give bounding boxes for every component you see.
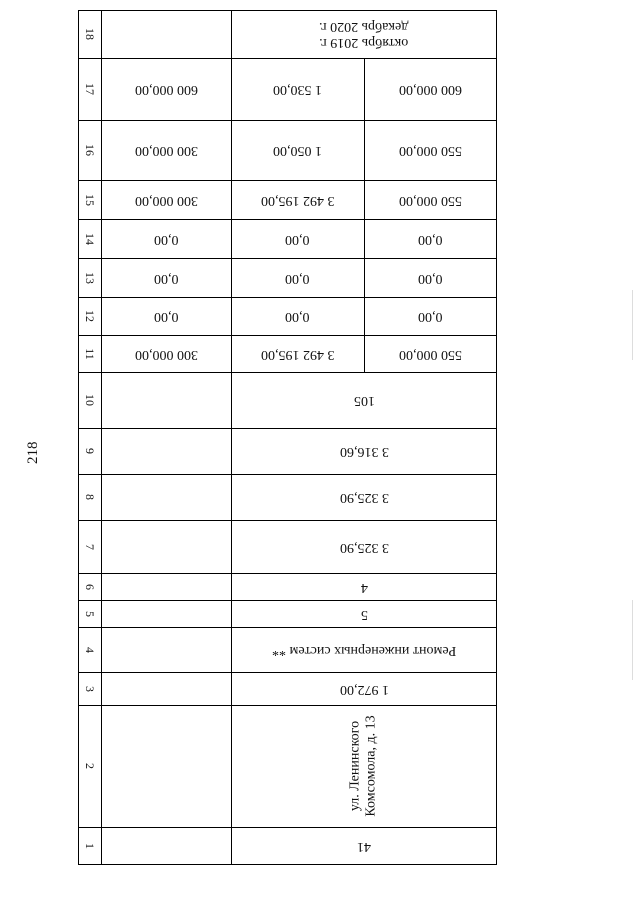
- column-number-1-text: 1: [82, 843, 97, 849]
- column-number-8: [78, 474, 101, 520]
- cell-row3-col14: [364, 219, 497, 258]
- cell-row3-col12-text: 0,00: [418, 309, 443, 324]
- cell-no: [231, 827, 497, 865]
- cell-row3-col15-text: 550 000,00: [399, 192, 462, 208]
- column-number-8-text: 8: [82, 494, 97, 500]
- cell-col10-text: 105: [353, 393, 375, 408]
- cell-row1-col14: [101, 219, 231, 258]
- page-number: 218: [25, 441, 41, 464]
- cell-row2-col17: [231, 58, 364, 120]
- column-number-14-text: 14: [82, 232, 97, 245]
- cell-row1-col16: [101, 120, 231, 180]
- cell-col9: [231, 428, 497, 474]
- cell-row2-col12-text: 0,00: [285, 309, 310, 324]
- column-number-9-text: 9: [82, 448, 97, 454]
- cell-row2-col13-text: 0,00: [285, 270, 310, 286]
- cell-work_type: [231, 627, 497, 672]
- column-number-1: [78, 827, 101, 865]
- cell-no-text: 41: [357, 839, 371, 854]
- cell-schedule: [231, 10, 497, 58]
- scan-artifact: [632, 290, 633, 360]
- column-number-6-text: 6: [82, 583, 97, 590]
- cell-row3-col17-text: 600 000,00: [399, 82, 462, 97]
- column-number-4: [78, 627, 101, 672]
- cell-row1-col15-text: 300 000,00: [134, 192, 198, 208]
- column-number-3-text: 3: [82, 685, 97, 692]
- cell-row1-col17-text: 600 000,00: [134, 82, 198, 97]
- cell-row3-col15: [364, 180, 497, 219]
- cell-row3-col16: [364, 120, 497, 180]
- cell-row1-col15: [101, 180, 231, 219]
- column-number-7-text: 7: [82, 543, 97, 550]
- cell-row1-col16-text: 300 000,00: [134, 143, 198, 158]
- column-number-10: [78, 372, 101, 428]
- column-number-3: [78, 672, 101, 705]
- cell-row2-col14: [231, 219, 364, 258]
- column-number-9: [78, 428, 101, 474]
- column-number-13-text: 13: [82, 271, 97, 284]
- cell-row2-col11: [231, 335, 364, 372]
- cell-row1-col17: [101, 58, 231, 120]
- column-number-16: [78, 120, 101, 180]
- scan-artifact: [632, 600, 633, 680]
- cell-area_1-text: 1 972,00: [339, 681, 389, 697]
- column-number-17: [78, 58, 101, 120]
- cell-col10: [231, 372, 497, 428]
- cell-row1-col12: [101, 297, 231, 335]
- column-number-4-text: 4: [82, 646, 97, 653]
- cell-col7-text: 3 325,90: [339, 539, 389, 555]
- column-number-15: [78, 180, 101, 219]
- cell-col6-text: 4: [360, 579, 368, 595]
- cell-row3-col12: [364, 297, 497, 335]
- cell-row1-col12-text: 0,00: [153, 309, 179, 324]
- column-number-10-text: 10: [82, 394, 97, 406]
- column-number-2-text: 2: [82, 763, 97, 769]
- column-number-11: [78, 335, 101, 372]
- cell-col6: [231, 573, 497, 600]
- cell-row2-col12: [231, 297, 364, 335]
- column-number-5-text: 5: [82, 610, 97, 617]
- cell-row3-col11: [364, 335, 497, 372]
- column-number-5: [78, 600, 101, 627]
- cell-row2-col16: [231, 120, 364, 180]
- column-number-16-text: 16: [82, 144, 97, 156]
- column-number-17-text: 17: [82, 83, 97, 95]
- column-number-18-text: 18: [82, 28, 97, 40]
- cell-row3-col17: [364, 58, 497, 120]
- cell-row3-col14-text: 0,00: [418, 231, 443, 247]
- cell-row2-col15-text: 3 492 195,00: [260, 192, 335, 208]
- cell-row1-col14-text: 0,00: [153, 231, 179, 247]
- column-number-15-text: 15: [82, 193, 97, 206]
- cell-work_type-text: Ремонт инженерных систем **: [271, 642, 457, 658]
- cell-row2-col16-text: 1 050,00: [273, 143, 322, 158]
- cell-row2-col14-text: 0,00: [285, 231, 310, 247]
- column-number-12: [78, 297, 101, 335]
- cell-col7: [231, 520, 497, 573]
- cell-row2-col15: [231, 180, 364, 219]
- cell-area_1: [231, 672, 497, 705]
- column-number-14: [78, 219, 101, 258]
- column-number-11-text: 11: [82, 347, 97, 360]
- cell-col5-text: 5: [360, 606, 368, 622]
- cell-row2-col13: [231, 258, 364, 297]
- cell-row1-col13-text: 0,00: [153, 270, 179, 286]
- cell-row3-col13: [364, 258, 497, 297]
- column-number-13: [78, 258, 101, 297]
- cell-row3-col16-text: 550 000,00: [399, 143, 462, 158]
- cell-row3-col11-text: 550 000,00: [399, 346, 462, 362]
- cell-col8-text: 3 325,90: [339, 490, 389, 505]
- column-number-7: [78, 520, 101, 573]
- cell-row3-col13-text: 0,00: [418, 270, 443, 286]
- column-number-2: [78, 705, 101, 827]
- cell-address: [231, 705, 497, 827]
- column-number-6: [78, 573, 101, 600]
- cell-row1-col11-text: 300 000,00: [134, 346, 198, 362]
- cell-col5: [231, 600, 497, 627]
- cell-row2-col11-text: 3 492 195,00: [260, 346, 335, 362]
- cell-row1-col11: [101, 335, 231, 372]
- cell-schedule-text: октябрь 2019 г. декабрь 2020 г.: [319, 19, 409, 50]
- cell-row2-col17-text: 1 530,00: [273, 82, 322, 97]
- cell-row1-col13: [101, 258, 231, 297]
- column-number-12-text: 12: [82, 310, 97, 322]
- cell-address-text: ул. Ленинского Комсомола, д. 13: [348, 715, 379, 817]
- cell-col9-text: 3 316,60: [339, 444, 389, 459]
- cell-col8: [231, 474, 497, 520]
- column-number-18: [78, 10, 101, 58]
